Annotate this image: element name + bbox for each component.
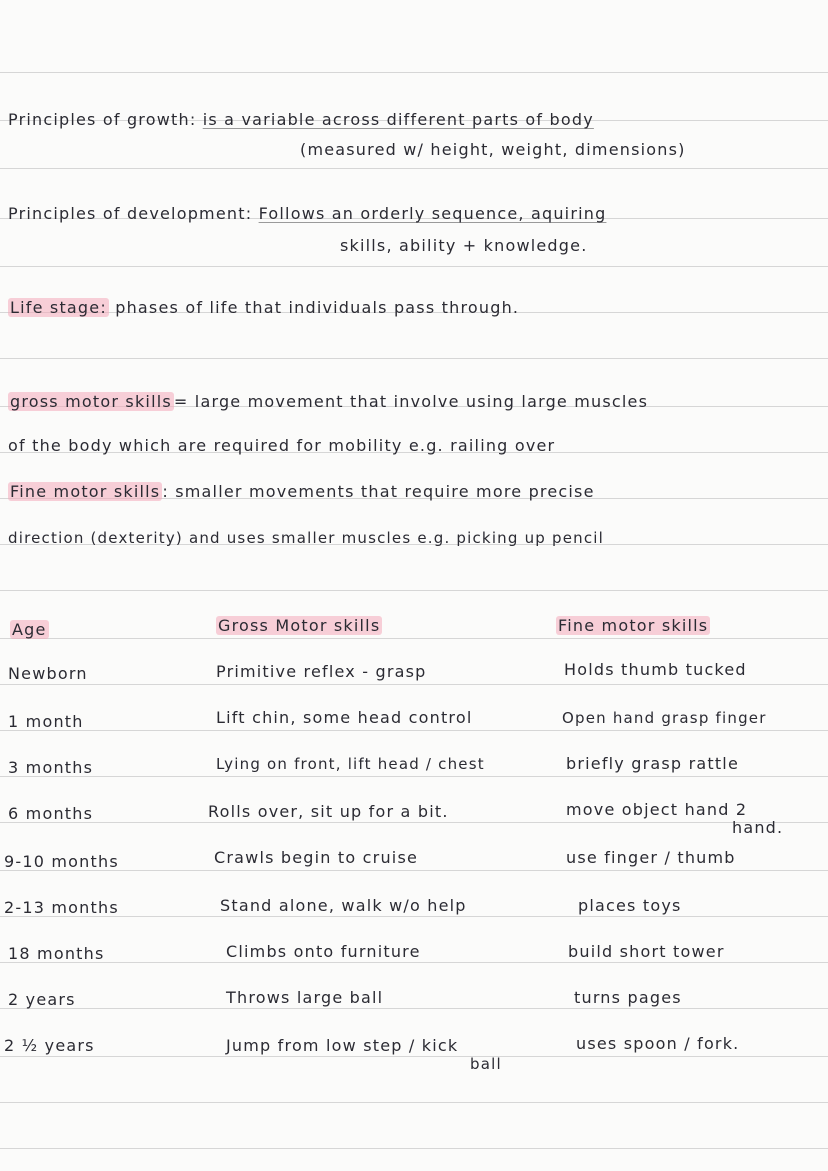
table-row-fine: places toys: [578, 896, 682, 915]
life-stage-text: phases of life that individuals pass through.: [115, 298, 520, 317]
gross-motor-term: gross motor skills: [10, 392, 172, 411]
fine-motor-definition-line2: direction (dexterity) and uses smaller muscles e.g. picking up pencil: [8, 529, 605, 547]
table-row-gross-continued: ball: [470, 1055, 502, 1073]
table-row-gross: Climbs onto furniture: [226, 942, 421, 961]
life-stage-term: Life stage:: [10, 298, 107, 317]
ruled-line: [0, 638, 828, 639]
gross-motor-text: = large movement that involve using large muscles: [173, 392, 649, 411]
table-row-gross: Throws large ball: [226, 988, 384, 1007]
ruled-line: [0, 962, 828, 963]
table-row-gross: Crawls begin to cruise: [214, 848, 419, 867]
ruled-line: [0, 1102, 828, 1103]
ruled-line: [0, 684, 828, 685]
table-row-fine-continued: hand.: [732, 818, 784, 837]
ruled-line: [0, 1008, 828, 1009]
ruled-line: [0, 730, 828, 731]
table-row-fine: turns pages: [574, 988, 682, 1007]
ruled-line: [0, 358, 828, 359]
table-row-fine: Holds thumb tucked: [564, 660, 747, 679]
ruled-line: [0, 72, 828, 73]
fine-motor-term: Fine motor skills: [10, 482, 161, 501]
table-row-gross: Primitive reflex - grasp: [216, 662, 427, 681]
table-row-fine: build short tower: [568, 942, 725, 961]
age-header: Age: [12, 620, 47, 639]
table-row-gross: Jump from low step / kick: [226, 1036, 459, 1055]
growth-definition-line1: [8, 110, 594, 130]
development-text: Follows an orderly sequence, aquiring: [258, 204, 607, 223]
fine-motor-header: Fine motor skills: [558, 616, 709, 635]
table-row-age: Newborn: [8, 664, 88, 683]
growth-term: Principles of growth:: [8, 110, 197, 129]
gross-motor-header: Gross Motor skills: [218, 616, 381, 635]
table-row-fine: uses spoon / fork.: [576, 1034, 740, 1053]
table-row-age: 2-13 months: [4, 898, 119, 917]
life-stage-definition: [8, 298, 519, 318]
table-row-gross: Lift chin, some head control: [216, 708, 473, 727]
development-term: Principles of development:: [8, 204, 253, 223]
growth-definition-line2: (measured w/ height, weight, dimensions): [300, 140, 686, 159]
gross-motor-definition-line1: [8, 392, 648, 412]
table-row-gross: Lying on front, lift head / chest: [216, 755, 485, 773]
table-row-age: 18 months: [8, 944, 105, 963]
table-row-age: 3 months: [8, 758, 94, 777]
table-row-age: 1 month: [8, 712, 84, 731]
ruled-line: [0, 590, 828, 591]
development-definition-line1: [8, 204, 606, 224]
growth-text: is a variable across different parts of body: [202, 110, 594, 129]
table-row-age: 6 months: [8, 804, 94, 823]
fine-motor-text: : smaller movements that require more precise: [162, 482, 595, 501]
development-definition-line2: skills, ability + knowledge.: [340, 236, 588, 255]
ruled-line: [0, 1148, 828, 1149]
table-row-fine: use finger / thumb: [566, 848, 736, 867]
ruled-line: [0, 168, 828, 169]
ruled-line: [0, 822, 828, 823]
table-row-fine: briefly grasp rattle: [566, 754, 739, 773]
table-row-fine: move object hand 2: [566, 800, 748, 819]
table-row-age: 9-10 months: [4, 852, 119, 871]
fine-motor-definition-line1: [8, 482, 595, 502]
ruled-line: [0, 916, 828, 917]
gross-motor-definition-line2: of the body which are required for mobility e.g. railing over: [8, 436, 556, 455]
ruled-line: [0, 266, 828, 267]
ruled-line: [0, 776, 828, 777]
ruled-line: [0, 870, 828, 871]
table-row-gross: Stand alone, walk w/o help: [220, 896, 467, 915]
table-row-age: 2 years: [8, 990, 76, 1009]
table-row-fine: Open hand grasp finger: [562, 709, 767, 727]
table-row-gross: Rolls over, sit up for a bit.: [208, 802, 449, 821]
ruled-line: [0, 1056, 828, 1057]
table-row-age: 2 ½ years: [4, 1036, 95, 1055]
